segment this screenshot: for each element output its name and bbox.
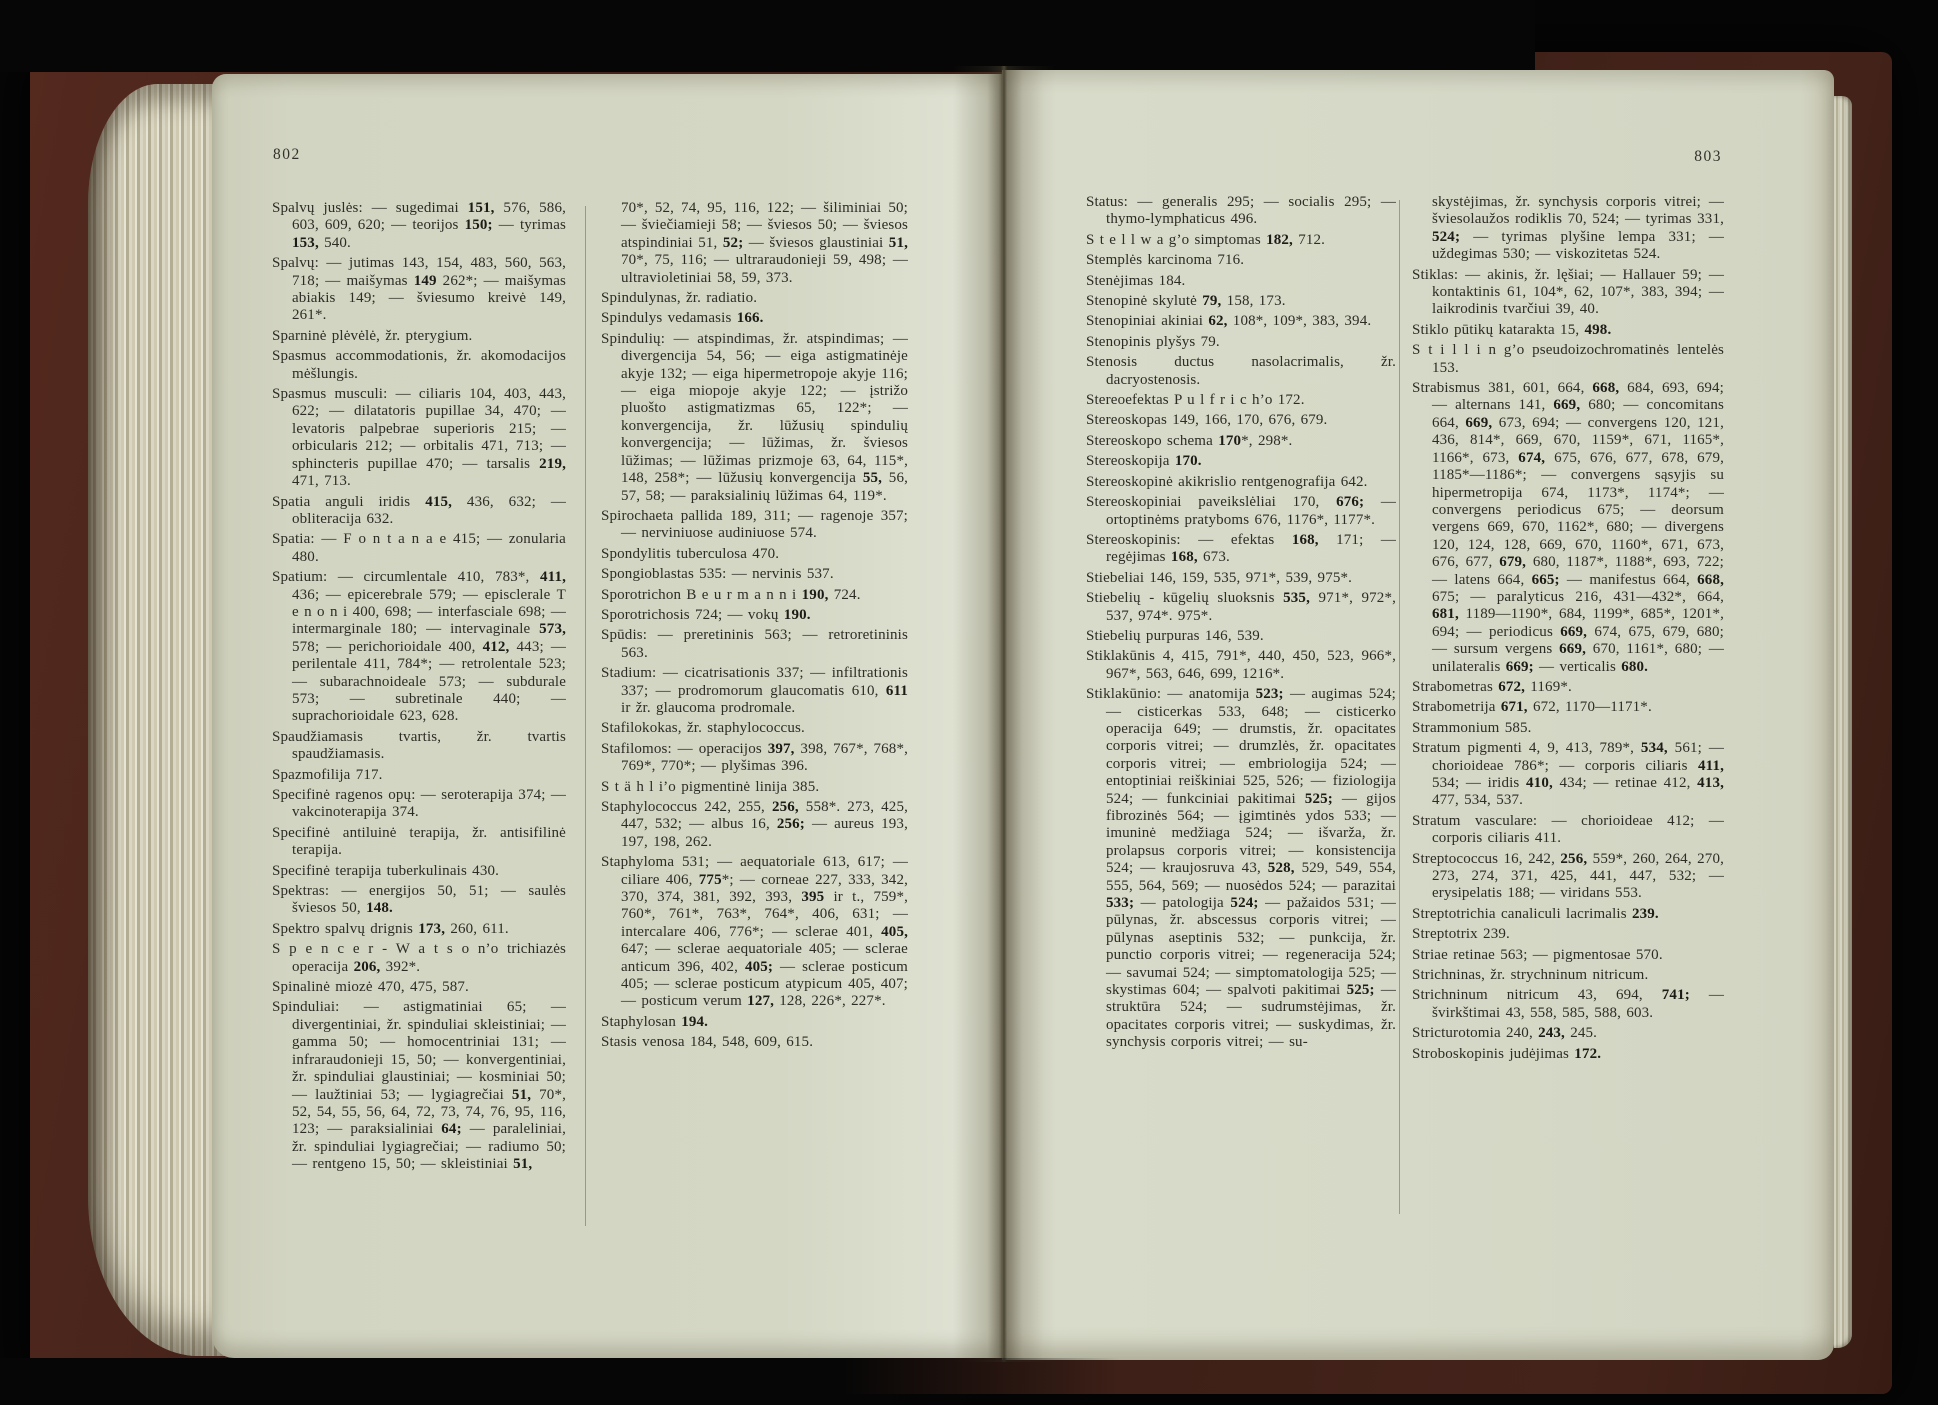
index-entry: Strichninum nitricum 43, 694, 741; — švirkštimai 43, 558, 585, 588, 603.: [1412, 987, 1724, 1021]
index-entry: Stereoskopija 170.: [1086, 453, 1202, 470]
index-entry: Specifinė terapija tuberkulinais 430.: [272, 862, 500, 879]
index-entry: Stratum pigmenti 4, 9, 413, 789*, 534, 561; — chorioideae 786*; — corporis ciliaris 411, 534; — iridis 410, 434; — retinae 412, 413, 477, 534, 537.: [1412, 740, 1724, 809]
index-entry: Stereoskopinė akikrislio rentgenografija 642.: [1086, 473, 1368, 490]
index-entry: Spindulys vedamasis 166.: [601, 310, 764, 327]
index-entry: Stiklakūnio: — anatomija 523; — augimas 524; — cisticerkas 533, 648; — cisticerko operacija 649; — drumstis, žr. opacitates corporis vitrei; — drumzlės, žr. opacitates corporis vitrei; — embriologija 524; — entoptiniai reiškiniai 525, 526; — fiziologija 524; — funkciniai pakitimai 525; — gijos fibrozinės 564; — įgimtinės ydos 533; — imuninė medžiaga 524; — išvarža, žr. prolapsus corporis vitrei; — konsistencija 524; — kraujosruva 43, 528, 529, 549, 554, 555, 564, 569; — nuosėdos 524; — parazitai 533; — patologija 524; — pažaidos 531; — pūlynas, žr. abscessus corporis vitrei; — pūlynas aseptinis 532; — punkcija, žr. punctio corporis vitrei; — regeneracija 524; — savumai 524; — simptomatologija 525; — skystimas 604; — spalvoti pakitimai 525; — struktūra 524; — sudrumstėjimas, žr. opacitates corporis vitrei; — suskydimas, žr. synchysis corporis vitrei; — su-: [1086, 686, 1396, 1051]
index-entry: Streptotrix 239.: [1412, 926, 1510, 943]
index-entry: Stiebeliai 146, 159, 535, 971*, 539, 975*.: [1086, 569, 1353, 586]
index-entry: Spondylitis tuberculosa 470.: [601, 545, 780, 562]
index-entry: S t i l l i n g’o pseudoizochromatinės lentelės 153.: [1412, 342, 1724, 376]
index-entry: Strammonium 585.: [1412, 719, 1532, 736]
index-entry: Strabometrija 671, 672, 1170—1171*.: [1412, 699, 1652, 716]
index-entry: Stenėjimas 184.: [1086, 272, 1186, 289]
index-entry: Stenopiniai akiniai 62, 108*, 109*, 383, 394.: [1086, 313, 1372, 330]
index-entry: 70*, 52, 74, 95, 116, 122; — šiliminiai 50; — šviečiamieji 58; — šviesos 50; — šviesos atspindiniai 51, 52; — šviesos glaustiniai 51, 70*, 75, 116; — ultraraudonieji 59, 498; — ultravioletiniai 58, 59, 373.: [621, 200, 908, 286]
index-entry: skystėjimas, žr. synchysis corporis vitrei; — šviesolaužos rodiklis 70, 524; — tyrimas 331, 524; — tyrimas plyšine lempa 331; — uždegimas 530; — viskozitetas 524.: [1432, 194, 1724, 263]
index-entry: Stiklas: — akinis, žr. lęšiai; — Hallauer 59; — kontaktinis 61, 104*, 62, 107*, 383, 394; — laikrodinis tvarčiui 39, 40.: [1412, 266, 1724, 318]
index-entry: Stratum vasculare: — chorioideae 412; — corporis ciliaris 411.: [1412, 812, 1724, 847]
index-entry: Stafilokokas, žr. staphylococcus.: [601, 720, 805, 737]
page-number-802: 802: [273, 146, 301, 163]
index-entry: Stasis venosa 184, 548, 609, 615.: [601, 1034, 814, 1051]
right-page-fore-edge: [1834, 96, 1852, 1348]
index-entry: Status: — generalis 295; — socialis 295; — thymo-lymphaticus 496.: [1086, 194, 1396, 228]
index-entry: Stereoskopas 149, 166, 170, 676, 679.: [1086, 412, 1328, 429]
index-column-802-right: [601, 200, 908, 1244]
index-entry: Stricturotomia 240, 243, 245.: [1412, 1025, 1598, 1042]
index-entry: Specifinė ragenos opų: — seroterapija 374; — vakcinoterapija 374.: [272, 787, 566, 821]
index-entry: Spazmofilija 717.: [272, 766, 383, 783]
index-entry: Strabismus 381, 601, 664, 668, 684, 693, 694; — alternans 141, 669, 680; — concomitans 664, 669, 673, 694; — convergens 120, 121, 436, 814*, 669, 670, 1159*, 671, 1165*, 1166*, 673, 674, 675, 676, 677, 678, 679, 1185*—1186*; — convergens sąsyjis su hipermetropija 674, 1173*, 1174*; — convergens periodicus 675; — deorsum vergens 669, 670, 1162*, 680; — divergens 120, 124, 128, 669, 670, 1160*, 671, 673, 676, 677, 679, 680, 1187*, 1188*, 693, 722; — latens 664, 665; — manifestus 664, 668, 675; — paralyticus 216, 431—432*, 664, 681, 1189—1190*, 684, 1199*, 685*, 1201*, 694; — periodicus 669, 674, 675, 679, 680; — sursum vergens 669, 670, 1161*, 680; — unilateralis 669; — verticalis 680.: [1412, 380, 1724, 675]
index-entry: Streptotrichia canaliculi lacrimalis 239.: [1412, 905, 1659, 922]
index-entry: Stemplės karcinoma 716.: [1086, 252, 1245, 269]
index-entry: Stereoefektas P u l f r i c h’o 172.: [1086, 392, 1305, 409]
index-entry: Stadium: — cicatrisationis 337; — infiltrationis 337; — prodromorum glaucomatis 610, 611 ir žr. glaucoma prodromale.: [601, 665, 908, 716]
index-entry: Stafilomos: — operacijos 397, 398, 767*, 768*, 769*, 770*; — plyšimas 396.: [601, 740, 908, 775]
index-entry: Sporotrichosis 724; — vokų 190.: [601, 606, 811, 623]
index-entry: Spūdis: — preretininis 563; — retroretininis 563.: [601, 627, 908, 661]
index-entry: Sporotrichon B e u r m a n n i 190, 724.: [601, 586, 861, 603]
index-entry: Stenopinis plyšys 79.: [1086, 333, 1220, 350]
index-entry: Striae retinae 563; — pigmentosae 570.: [1412, 946, 1663, 963]
index-entry: Spirochaeta pallida 189, 311; — ragenoje 357; — nerviniuose audiniuose 574.: [601, 507, 908, 542]
index-entry: Staphyloma 531; — aequatoriale 613, 617; — ciliare 406, 775*; — corneae 227, 333, 342, 370, 374, 381, 392, 393, 395 ir t., 759*, 760*, 761*, 763*, 764*, 406, 631; — intercalare 406, 776*; — sclerae 401, 405, 647; — sclerae aequatoriale 405; — sclerae anticum 396, 402, 405; — sclerae posticum 405; — sclerae posticum atypicum 405, 407; — posticum verum 127, 128, 226*, 227*.: [601, 854, 908, 1010]
index-entry: Spektras: — energijos 50, 51; — saulės šviesos 50, 148.: [272, 883, 566, 917]
index-entry: Spaudžiamasis tvartis, žr. tvartis spaudžiamasis.: [272, 728, 566, 763]
index-entry: Spasmus accommodationis, žr. akomodacijos mėšlungis.: [272, 348, 566, 382]
page-number-803: 803: [1694, 148, 1722, 165]
index-entry: S t ä h l i’o pigmentinė linija 385.: [601, 778, 820, 795]
index-entry: Stroboskopinis judėjimas 172.: [1412, 1045, 1602, 1062]
background-shadow-top: [0, 0, 1535, 72]
index-entry: Spinalinė miozė 470, 475, 587.: [272, 979, 469, 996]
index-entry: Spektro spalvų drignis 173, 260, 611.: [272, 920, 509, 937]
index-entry: Streptococcus 16, 242, 256, 559*, 260, 264, 270, 273, 274, 371, 425, 441, 447, 532; — erysipelatis 188; — viridans 553.: [1412, 850, 1724, 902]
index-entry: Stiklo pūtikų katarakta 15, 498.: [1412, 321, 1612, 338]
column-divider-802: [585, 206, 586, 1226]
index-entry: Spindulių: — atspindimas, žr. atspindimas; — divergencija 54, 56; — eiga astigmatinėje akyje 132; — eiga hipermetropoje akyje 116; — eiga miopoje akyje 122; — įstrižo pluošto astigmatizmas 65, 122*; — konvergencija, žr. lūžusių spindulių konvergencija; — lūžimas, žr. šviesos lūžimas; — lūžimas prizmoje 63, 64, 115*, 148, 258*; — lūžusių konvergencija 55, 56, 57, 58; — paraksialinių lūžimas 64, 119*.: [601, 330, 908, 504]
index-column-802-left: [272, 200, 566, 1244]
index-entry: Stiklakūnis 4, 415, 791*, 440, 450, 523, 966*, 967*, 563, 646, 699, 1216*.: [1086, 648, 1396, 682]
index-entry: Staphylosan 194.: [601, 1013, 709, 1030]
index-entry: Spatia: — F o n t a n a e 415; — zonularia 480.: [272, 531, 566, 565]
index-column-803-right: [1412, 194, 1724, 1228]
index-entry: Spatia anguli iridis 415, 436, 632; — obliteracija 632.: [272, 493, 566, 527]
index-entry: S p e n c e r - W a t s o n’o trichiazės operacija 206, 392*.: [272, 941, 566, 975]
index-entry: Strabometras 672, 1169*.: [1412, 678, 1572, 695]
index-column-803-left: [1086, 194, 1396, 1228]
index-entry: Stiebelių purpuras 146, 539.: [1086, 627, 1264, 644]
index-entry: Spalvų juslės: — sugedimai 151, 576, 586, 603, 609, 620; — teorijos 150; — tyrimas 153, 540.: [272, 200, 566, 251]
column-divider-803: [1399, 200, 1400, 1214]
index-entry: Stereoskopo schema 170*, 298*.: [1086, 432, 1293, 449]
book-gutter-crease: [952, 66, 1056, 1362]
index-entry: Spongioblastas 535: — nervinis 537.: [601, 566, 834, 583]
index-entry: Spasmus musculi: — ciliaris 104, 403, 443, 622; — dilatatoris pupillae 34, 470; — levatoris palpebrae superioris 215; — orbicularis 212; — orbitalis 471, 713; — sphincteris pupillae 470; — tarsalis 219, 471, 713.: [272, 386, 566, 490]
index-entry: Stenosis ductus nasolacrimalis, žr. dacryostenosis.: [1086, 354, 1396, 388]
index-entry: Sparninė plėvėlė, žr. pterygium.: [272, 327, 473, 344]
index-entry: Staphylococcus 242, 255, 256, 558*. 273, 425, 447, 532; — albus 16, 256; — aureus 193, 197, 198, 262.: [601, 799, 908, 850]
index-entry: S t e l l w a g’o simptomas 182, 712.: [1086, 231, 1326, 248]
index-entry: Stereoskopinis: — efektas 168, 171; — regėjimas 168, 673.: [1086, 531, 1396, 566]
index-entry: Specifinė antiluinė terapija, žr. antisifilinė terapija.: [272, 824, 566, 859]
index-entry: Stereoskopiniai paveikslėliai 170, 676; — ortoptinėms pratyboms 676, 1176*, 1177*.: [1086, 494, 1396, 528]
index-entry: Spatium: — circumlentale 410, 783*, 411, 436; — epicerebrale 579; — episclerale T e n o n i 400, 698; — interfasciale 698; — intermarginale 180; — intervaginale 573, 578; — perichorioidale 400, 412, 443; — perilentale 411, 784*; — retrolentale 523; — subarachnoideale 573; — subdurale 573; — subretinale 440; — suprachorioidale 623, 628.: [272, 569, 566, 725]
index-entry: Stiebelių - kūgelių sluoksnis 535, 971*, 972*, 537, 974*. 975*.: [1086, 590, 1396, 624]
index-entry: Stenopinė skylutė 79, 158, 173.: [1086, 293, 1286, 310]
index-entry: Spalvų: — jutimas 143, 154, 483, 560, 563, 718; — maišymas 149 262*; — maišymas abiakis 149; — šviesumo kreivė 149, 261*.: [272, 255, 566, 324]
index-entry: Strichninas, žr. strychninum nitricum.: [1412, 967, 1649, 984]
index-entry: Spinduliai: — astigmatiniai 65; — divergentiniai, žr. spinduliai skleistiniai; — gamma 50; — homocentriniai 131; — infraraudonieji 15, 50; — konvergentiniai, žr. spinduliai glaustiniai; — kosminiai 50; — laužtiniai 53; — lygiagrečiai 51, 70*, 52, 54, 55, 56, 64, 72, 73, 74, 76, 95, 116, 123; — paraksialiniai 64; — paraleliniai, žr. spinduliai lygiagrečiai; — radiumo 50; — rentgeno 15, 50; — skleistiniai 51,: [272, 999, 566, 1173]
background-shadow-bottom: [0, 1358, 1120, 1405]
index-entry: Spindulynas, žr. radiatio.: [601, 290, 758, 307]
